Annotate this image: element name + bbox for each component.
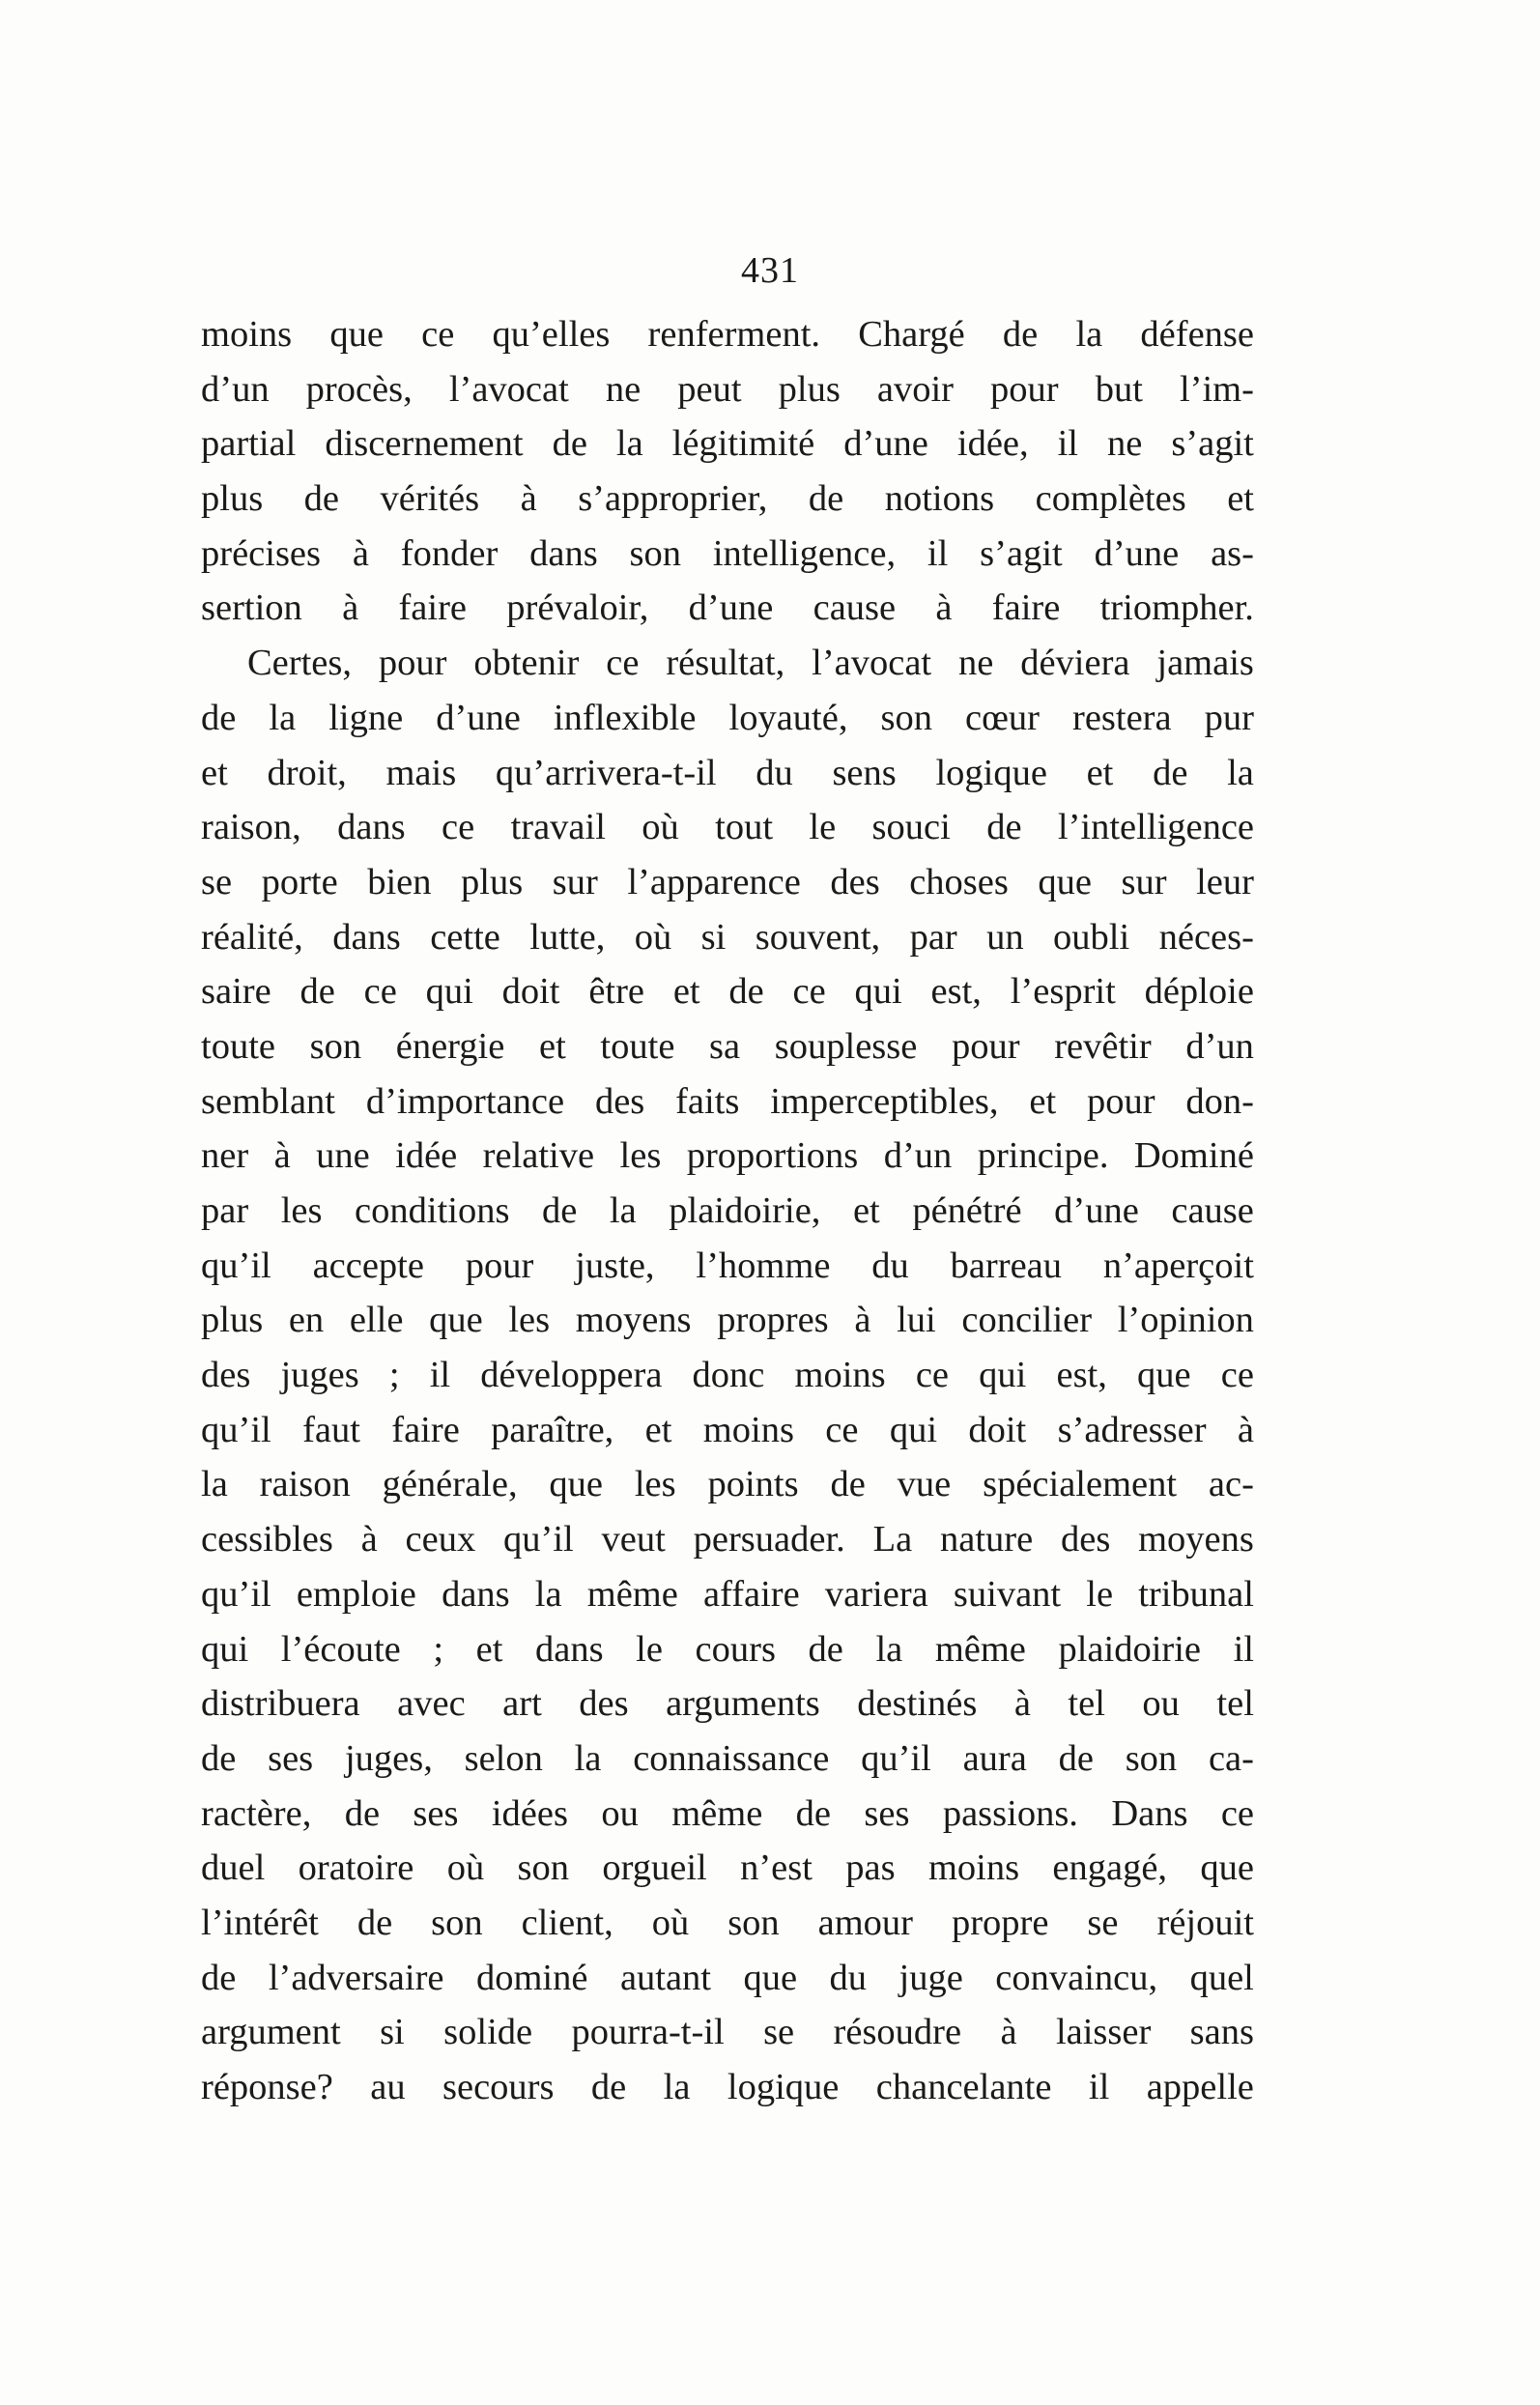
text-line: plus de vérités à s’approprier, de notions complètes et <box>201 478 1254 520</box>
text-line: qu’il accepte pour juste, l’homme du barreau n’aperçoit <box>201 1245 1254 1286</box>
text-line: se porte bien plus sur l’apparence des choses que sur leur <box>201 861 1254 902</box>
text-line: duel oratoire où son orgueil n’est pas moins engagé, que <box>201 1847 1254 1889</box>
text-line: qu’il emploie dans la même affaire variera suivant le tribunal <box>201 1573 1254 1615</box>
text-line: précises à fonder dans son intelligence, il s’agit d’une as- <box>201 532 1254 574</box>
body-text <box>201 307 1254 2115</box>
text-line: d’un procès, l’avocat ne peut plus avoir pour but l’im- <box>201 368 1254 410</box>
text-line: saire de ce qui doit être et de ce qui est, l’esprit déploie <box>201 971 1254 1013</box>
text-line: Certes, pour obtenir ce résultat, l’avocat ne déviera jamais <box>247 643 1254 684</box>
text-line: réponse? au secours de la logique chancelante il appelle <box>201 2067 1254 2107</box>
page-number: 431 <box>741 250 799 291</box>
text-line: partial discernement de la légitimité d’une idée, il ne s’agit <box>201 423 1254 465</box>
text-line: et droit, mais qu’arrivera-t-il du sens logique et de la <box>201 752 1254 793</box>
text-line: de ses juges, selon la connaissance qu’il aura de son ca- <box>201 1737 1254 1779</box>
text-line: qui l’écoute ; et dans le cours de la même plaidoirie il <box>201 1628 1254 1670</box>
text-line: la raison générale, que les points de vue spécialement ac- <box>201 1464 1254 1505</box>
text-line: distribuera avec art des arguments destinés à tel ou tel <box>201 1683 1254 1725</box>
text-line: moins que ce qu’elles renferment. Chargé de la défense <box>201 314 1254 355</box>
text-line: semblant d’importance des faits imperceptibles, et pour don- <box>201 1080 1254 1122</box>
text-line: argument si solide pourra-t-il se résoudre à laisser sans <box>201 2012 1254 2053</box>
text-line: sertion à faire prévaloir, d’une cause à faire triompher. <box>201 587 1254 629</box>
text-line: de l’adversaire dominé autant que du juge convaincu, quel <box>201 1957 1254 1998</box>
text-line: raison, dans ce travail où tout le souci de l’intelligence <box>201 807 1254 848</box>
text-line: ner à une idée relative les proportions d’un principe. Dominé <box>201 1135 1254 1177</box>
text-line: cessibles à ceux qu’il veut persuader. La nature des moyens <box>201 1519 1254 1560</box>
text-line: ractère, de ses idées ou même de ses passions. Dans ce <box>201 1792 1254 1834</box>
text-line: toute son énergie et toute sa souplesse pour revêtir d’un <box>201 1025 1254 1067</box>
text-line: de la ligne d’une inflexible loyauté, son cœur restera pur <box>201 697 1254 738</box>
text-line: par les conditions de la plaidoirie, et pénétré d’une cause <box>201 1190 1254 1231</box>
text-line: plus en elle que les moyens propres à lui concilier l’opinion <box>201 1300 1254 1341</box>
text-line: des juges ; il développera donc moins ce qui est, que ce <box>201 1355 1254 1396</box>
text-line: qu’il faut faire paraître, et moins ce qui doit s’adresser à <box>201 1409 1254 1450</box>
text-line: réalité, dans cette lutte, où si souvent, par un oubli néces- <box>201 916 1254 958</box>
text-line: l’intérêt de son client, où son amour propre se réjouit <box>201 1902 1254 1943</box>
